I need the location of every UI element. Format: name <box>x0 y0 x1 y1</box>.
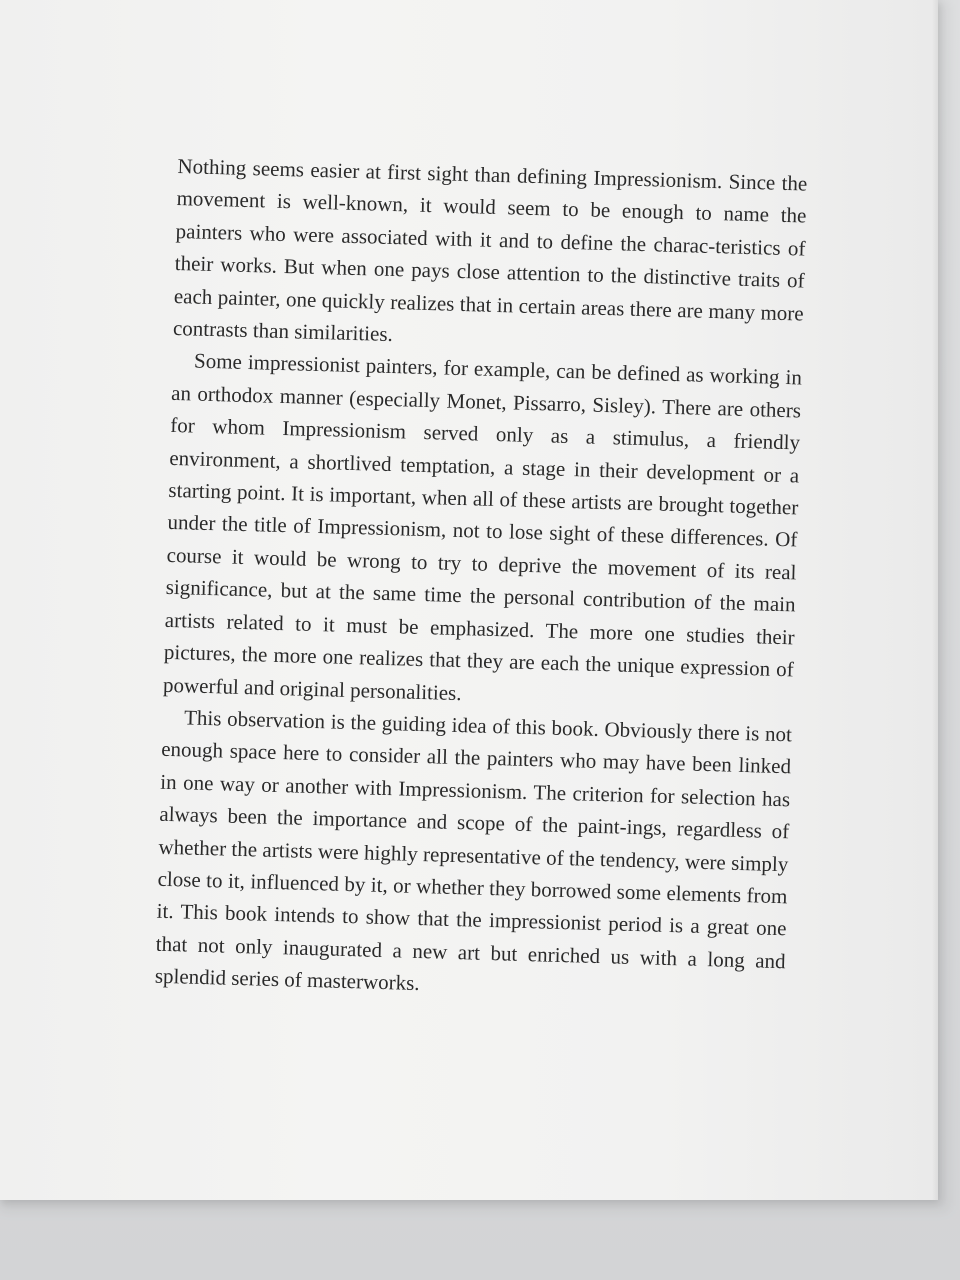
body-text <box>154 150 807 1010</box>
page-edge <box>932 0 938 1200</box>
paragraph-1: Nothing seems easier at first sight than defining Impressionism. Since the movement is well-known, it would seem to be enough to name the painters who were associated with it and to define the charac-teristics of their works. But when one pays close attention to the distinctive traits of each painter, one quickly realizes that in certain areas there are many more contrasts than similarities. <box>172 153 808 347</box>
paragraph-3: This observation is the guiding idea of this book. Obviously there is not enough space here to consider all the painters who may have been linked in one way or another with Impressionism. The criterion for selection has always been the importance and scope of the paint-ings, regardless of whether the artists were highly representative of the tendency, were simply close to it, influenced by it, or whether they borrowed some elements from it. This book intends to show that the impressionist period is a great one that not only inaugurated a new art but enriched us with a long and splendid series of masterworks. <box>154 705 793 996</box>
paragraph-2: Some impressionist painters, for example, can be defined as working in an orthodox manner (especially Monet, Pissarro, Sisley). There are others for whom Impressionism served only as a stimulus, a friendly environment, a shortlived temptation, a stage in their development or a starting point. It is important, when all of these artists are brought together under the title of Impressionism, not to lose sight of these differences. Of course it would be wrong to try to deprive the movement of its real significance, but at the same time the personal contribution of the main artists related to it must be emphasized. The more one studies their pictures, the more one realizes that they are each the unique expression of powerful and original personalities. <box>162 348 803 705</box>
